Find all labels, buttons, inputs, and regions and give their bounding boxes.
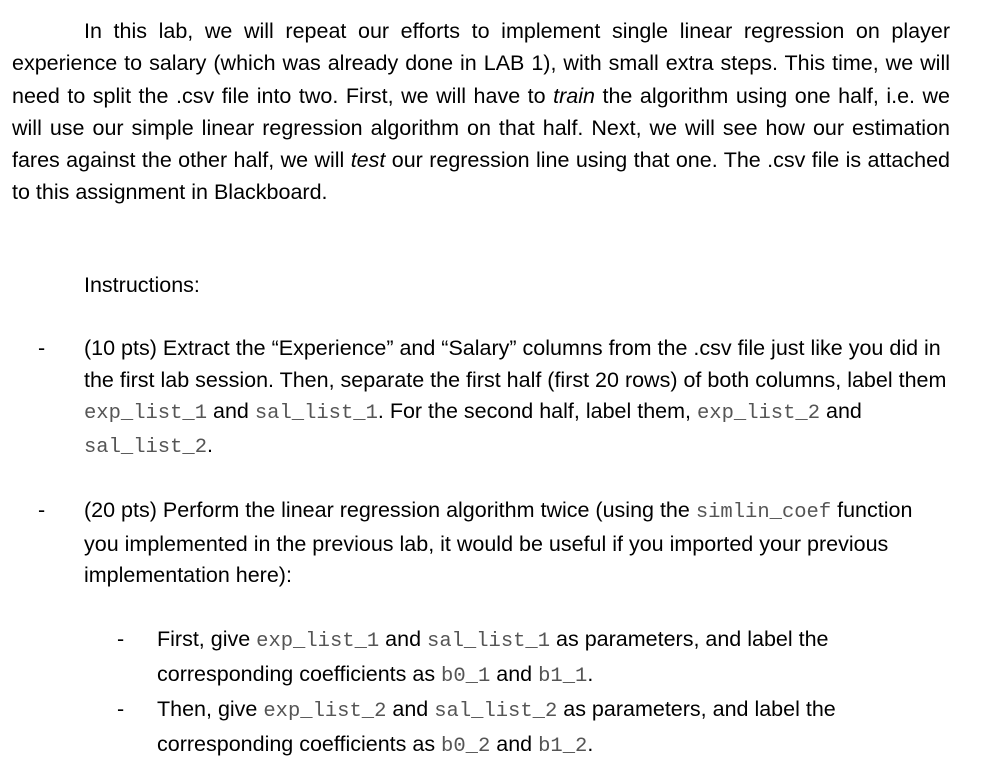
code-b0-1: b0_1: [441, 665, 491, 688]
item-text: (10 pts) Extract the “Experience” and “Salary” columns from the .csv file just like you did in the first lab session. Then, separate the first half (first 20 rows) of both columns, label them: [84, 336, 947, 392]
item-text: .: [207, 432, 214, 457]
item-text: and: [379, 627, 428, 651]
item-text: .: [587, 662, 594, 686]
bullet-marker: -: [117, 697, 125, 721]
intro-text-2: the algorithm using one half, i.e. we will use our simple linear regression algorithm on that half. Next, we will see how our estimation fares against the other half, we will: [12, 83, 951, 173]
code-sal-list-2: sal_list_2: [84, 435, 208, 459]
intro-paragraph: [12, 15, 950, 209]
code-b1-2: b1_2: [538, 735, 588, 758]
sub-item-first-half: [117, 623, 950, 693]
intro-text-1: In this lab, we will repeat our efforts to implement single linear regression on player experience to salary (which was already done in LAB 1), with small extra steps. This time, we will need to split the .csv file into two. First, we will have to: [12, 19, 950, 108]
sub-item-second-half: [117, 693, 950, 763]
instructions-heading: Instructions:: [84, 273, 200, 297]
intro-text-3: our regression line using that one. The .csv file is attached to this assignment in Blackboard.: [12, 148, 950, 205]
code-exp-list-1: exp_list_1: [84, 402, 208, 425]
item-text: and: [386, 697, 435, 721]
item-text: as parameters, and label the corresponding coefficients as: [157, 697, 836, 756]
code-sal-list-1: sal_list_1: [427, 630, 551, 653]
bullet-marker: -: [38, 498, 46, 522]
item-text: and: [207, 399, 255, 423]
code-sal-list-2: sal_list_2: [434, 700, 558, 723]
bullet-marker: -: [117, 627, 125, 651]
code-simlin-coef: simlin_coef: [695, 501, 832, 524]
code-exp-list-1: exp_list_1: [256, 630, 380, 653]
item-text: . For the second half, label them,: [377, 399, 697, 423]
code-b0-2: b0_2: [441, 735, 491, 758]
item-text: First, give: [157, 627, 257, 651]
code-sal-list-1: sal_list_1: [254, 402, 378, 425]
item-text: function you implemented in the previous lab, it would be useful if you imported your previous implementation here):: [84, 498, 913, 587]
instruction-item-regression: [38, 495, 950, 592]
instruction-item-extract: [38, 333, 950, 463]
item-text: (20 pts) Perform the linear regression algorithm twice (using the: [84, 498, 696, 522]
item-text: .: [587, 732, 594, 756]
item-text: as parameters, and label the corresponding coefficients as: [157, 627, 829, 686]
intro-emphasis-train: train: [553, 83, 595, 108]
intro-emphasis-test: test: [350, 148, 386, 173]
code-b1-1: b1_1: [538, 665, 588, 688]
item-text: and: [820, 399, 862, 423]
item-text: and: [490, 662, 539, 686]
item-text: and: [490, 732, 539, 756]
item-text: Then, give: [157, 697, 264, 721]
code-exp-list-2: exp_list_2: [696, 402, 821, 425]
bullet-marker: -: [38, 336, 46, 360]
code-exp-list-2: exp_list_2: [263, 700, 387, 723]
